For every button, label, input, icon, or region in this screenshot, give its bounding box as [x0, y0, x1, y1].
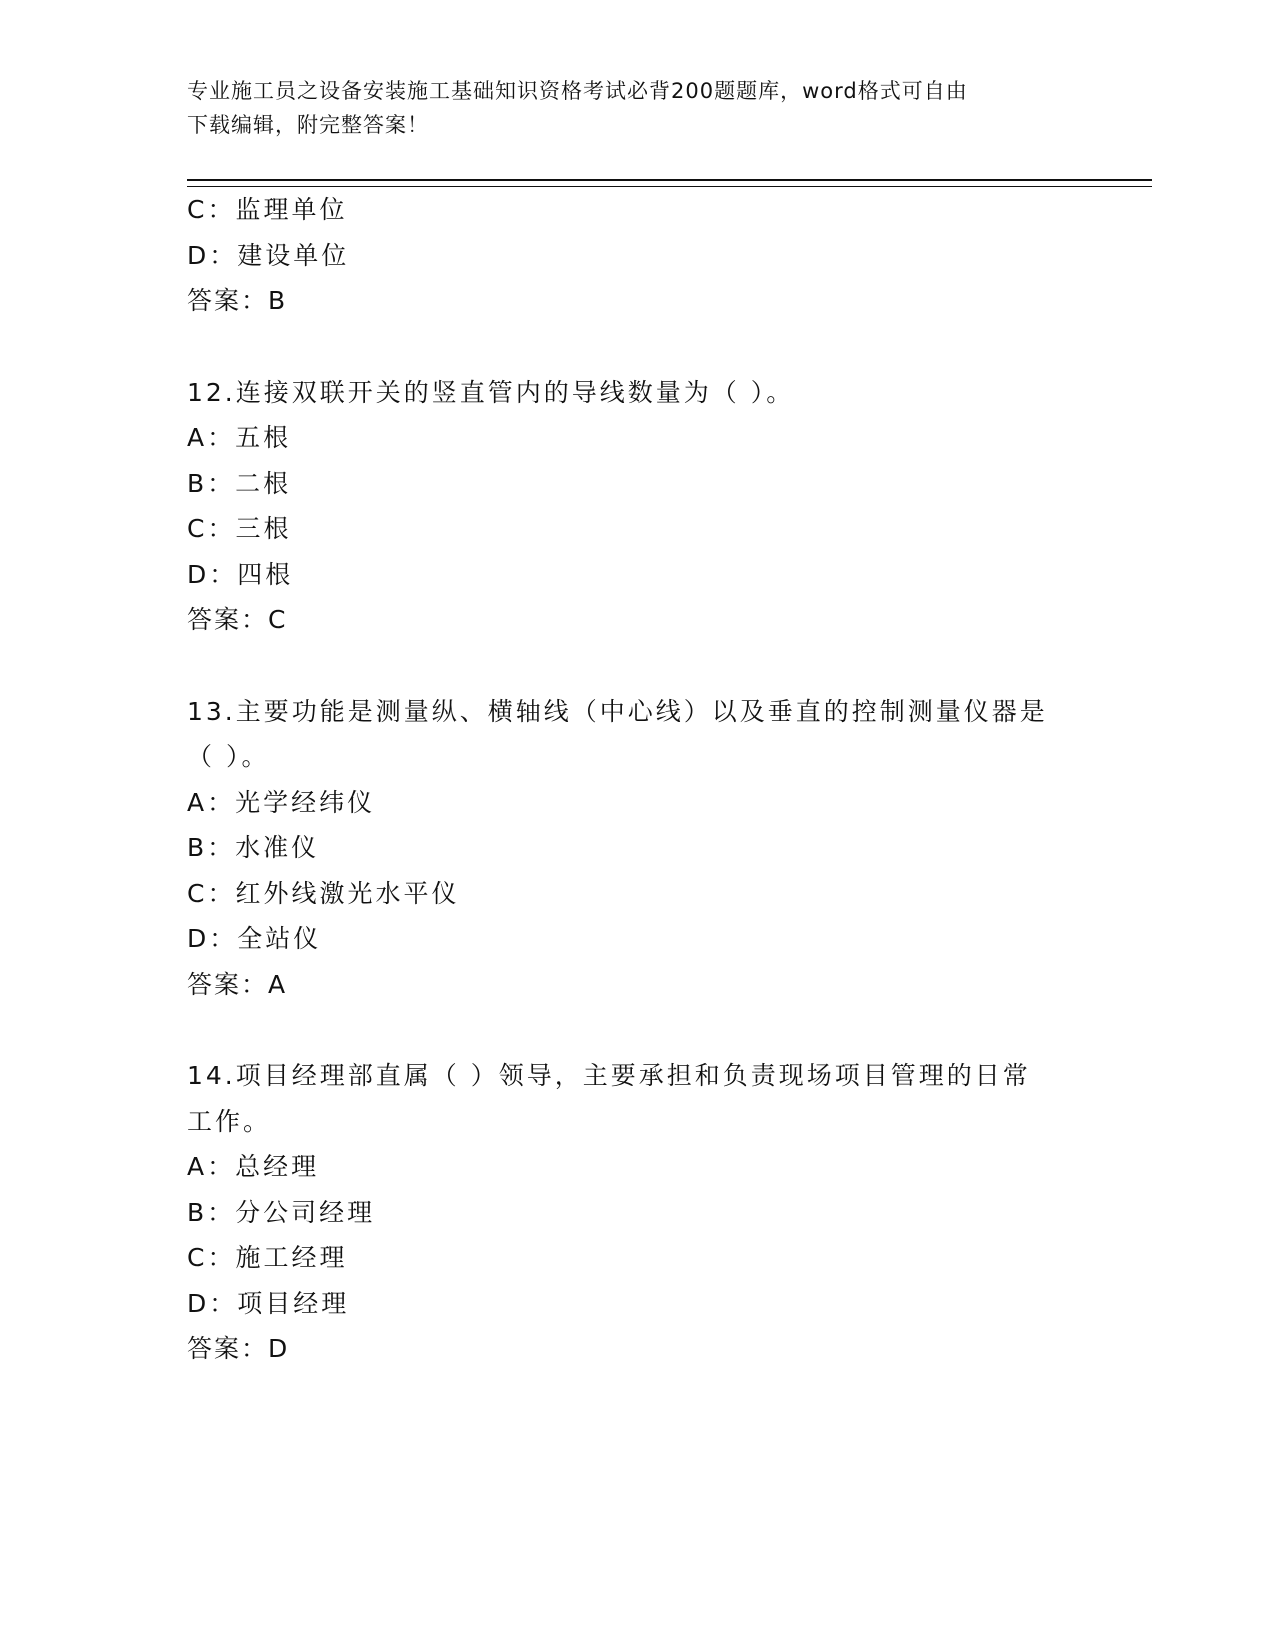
question-list: [187, 187, 1087, 1372]
option-d: D：全站仪: [187, 924, 322, 953]
document-header: [187, 74, 1087, 142]
spacer: [187, 643, 1087, 689]
header-divider: [187, 179, 1152, 187]
answer-line: 答案：D: [187, 1334, 290, 1363]
option-a: A：光学经纬仪: [187, 787, 376, 817]
option-d: D：建设单位: [187, 240, 350, 270]
option-c: C：红外线激光水平仪: [187, 878, 460, 908]
option-d: D：四根: [187, 559, 294, 589]
answer-line: 答案：B: [187, 286, 288, 315]
answer-line: 答案：A: [187, 969, 288, 999]
option-a: A：总经理: [187, 1152, 320, 1181]
option-b: B：水准仪: [187, 833, 320, 862]
option-b: B：分公司经理: [187, 1197, 376, 1227]
option-a: A：五根: [187, 423, 292, 452]
question-stem: 12.连接双联开关的竖直管内的导线数量为（ ）。: [187, 377, 795, 407]
header-title-line-2: 下载编辑，附完整答案！: [187, 113, 429, 137]
option-c: C：监理单位: [187, 195, 348, 224]
spacer: [187, 324, 1087, 370]
header-title-line-1: 专业施工员之设备安装施工基础知识资格考试必背200题题库，word格式可自由: [187, 79, 968, 103]
question-stem: 13.主要功能是测量纵、横轴线（中心线）以及垂直的控制测量仪器是: [187, 696, 1048, 726]
option-c: C：施工经理: [187, 1243, 348, 1272]
question-stem-continued: （ ）。: [187, 742, 270, 771]
question-stem-continued: 工作。: [187, 1106, 272, 1136]
option-c: C：三根: [187, 514, 292, 543]
option-b: B：二根: [187, 468, 292, 498]
spacer: [187, 1007, 1087, 1053]
option-d: D：项目经理: [187, 1288, 350, 1318]
question-14: [187, 1053, 1087, 1372]
question-13: [187, 689, 1087, 1008]
question-12: [187, 370, 1087, 643]
answer-line: 答案：C: [187, 605, 288, 634]
question-11-continued: [187, 187, 1087, 324]
question-stem: 14.项目经理部直属（ ）领导，主要承担和负责现场项目管理的日常: [187, 1061, 1031, 1090]
